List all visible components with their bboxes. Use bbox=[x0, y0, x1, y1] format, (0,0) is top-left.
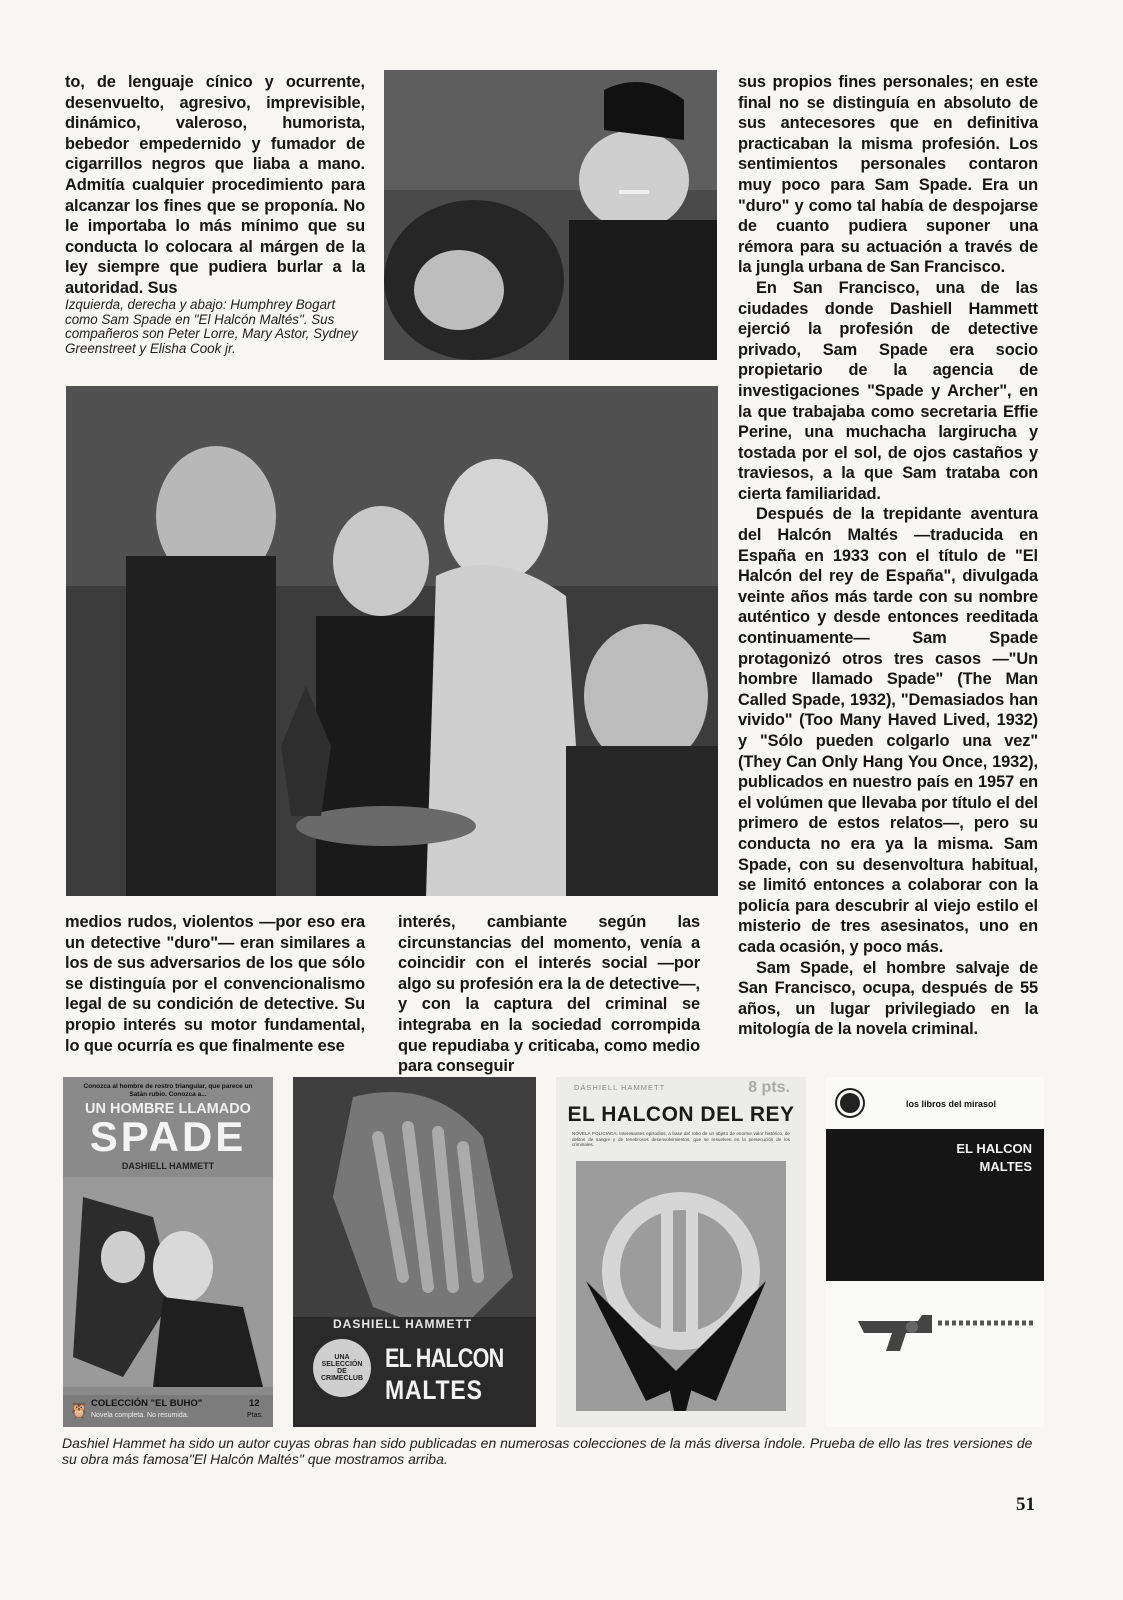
body-paragraph: Sam Spade, el hombre salvaje de San Francisco, ocupa, después de 55 años, un lugar privilegiado en la mitología de la novela criminal. bbox=[738, 958, 1038, 1039]
body-paragraph: sus propios fines personales; en este final no se distinguía en absoluto de sus antecesores que en definitiva practicaban la misma profesión. Los sentimientos personales contaron muy poco para Sam Spade. Era un "duro" y como tal había de despojarse de cuanto pudiera suponer una rémora para su actuación a través de la jungla urbana de San Francisco. bbox=[738, 73, 1038, 277]
cover-author: DASHIELL HAMMETT bbox=[333, 1317, 473, 1331]
cover-author: DASHIELL HAMMETT bbox=[574, 1083, 666, 1092]
cover-title-big: SPADE bbox=[89, 1113, 247, 1160]
column-3-text bbox=[738, 72, 1038, 1040]
column-1-bottom-text bbox=[65, 912, 365, 1056]
cover-el-halcon-maltes-crimeclub bbox=[293, 1077, 536, 1427]
cover-el-halcon-del-rey bbox=[556, 1077, 806, 1427]
cover-price: 8 pts. bbox=[748, 1079, 790, 1096]
cover-blurb: NOVELA POLICIACA: Interesantes episodios, a base del robo de un objeto de enorme valor histórico, de delitos de sangre y de tenebrosos desenvolvimientos, que se resuelven en la persecución de los criminales. bbox=[572, 1131, 790, 1148]
cover-price: Ptas. bbox=[247, 1412, 263, 1419]
owl-icon: 🦉 bbox=[69, 1403, 89, 1420]
eagle-illustration bbox=[566, 1161, 796, 1421]
body-paragraph: En San Francisco, una de las ciudades donde Dashiell Hammett ejerció la profesión de detective privado, Sam Spade era socio propietario de la agencia de investigaciones "Spade y Archer", en la que trabajaba como secretaria Effie Perine, una muchacha largirucha y tostada por el sol, de ojos castaños y traviesos, a la que Sam trataba con cierta familiaridad. bbox=[738, 278, 1038, 503]
cover-el-halcon-maltes-mirasol bbox=[826, 1077, 1044, 1427]
column-2-bottom-text bbox=[398, 912, 700, 1077]
photo-caption: Izquierda, derecha y abajo: Humphrey Bogart como Sam Spade en "El Halcón Maltés". Sus compañeros son Peter Lorre, Mary Astor, Sydney Greenstreet y Elisha Cook jr. bbox=[65, 297, 358, 356]
cover-title-1: EL HALCON bbox=[956, 1141, 1032, 1156]
cover-publisher: los libros del mirasol bbox=[906, 1099, 997, 1109]
cover-title: EL HALCON DEL REY bbox=[567, 1103, 795, 1126]
column-1-top-text bbox=[65, 72, 365, 299]
body-paragraph: to, de lenguaje cínico y ocurrente, desenvuelto, agresivo, imprevisible, dinámico, valeroso, humorista, bebedor empedernido y fumador de cigarrillos negros que liaba a mano. Admitía cualquier procedimiento para alcanzar los fines que se proponía. No le importaba lo más mínimo que su conducta lo colocara al márgen de la ley siempre que pudiera burlar a la autoridad. Sus bbox=[65, 73, 365, 297]
body-paragraph: interés, cambiante según las circunstancias del momento, venía a coincidir con el interés social —por algo su profesión era la de detective—, y con la captura del criminal se integraba en la sociedad corrompida que repudiaba y criticaba, como medio para conseguir bbox=[398, 913, 700, 1076]
falcon-group-photo bbox=[66, 386, 718, 896]
sun-logo-icon bbox=[840, 1093, 860, 1113]
bogart-smoking-photo bbox=[384, 70, 717, 360]
revolver-icon bbox=[848, 1307, 1038, 1357]
cover-title-2: MALTES bbox=[385, 1375, 483, 1405]
cover-sub: Novela completa. No resumida. bbox=[91, 1412, 189, 1419]
cover-title-top: UN HOMBRE LLAMADO bbox=[85, 1101, 251, 1117]
cover-series: COLECCIÓN "EL BUHO" bbox=[91, 1398, 203, 1409]
body-paragraph: medios rudos, violentos —por eso era un detective "duro"— eran similares a los de sus adversarios de los que sólo se distinguía por el convencionalismo legal de su condición de detective. Su propio interés su motor fundamental, lo que ocurría es que finalmente ese bbox=[65, 913, 365, 1055]
cover-tagline: Conozca al hombre de rostro triangular, que parece un Satán rubio. Conozca a... bbox=[83, 1083, 253, 1098]
cover-title-panel bbox=[826, 1129, 1044, 1281]
body-paragraph: Después de la trepidante aventura del Halcón Maltés —traducida en España en 1933 con el título de "El Halcón del rey de España", divulgada veinte años más tarde con su nombre auténtico y desde entonces reeditada continuamente— Sam Spade protagonizó otros tres casos —"Un hombre llamado Spade" (The Man Called Spade, 1932), "Demasiados han vivido" (Too Many Haved Lived, 1932) y "Sólo pueden colgarlo una vez" (They Can Only Hang You Once, 1932), publicados en nuestro país en 1957 en el volúmen que llevaba por título el del primero de estos relatos—, pero su conducta no era ya la misma. Sam Spade, con su desenvoltura habitual, se limitó entonces a colaborar con la policía para descubrir al viejo estilo el misterio de tres asesinatos, uno en cada ocasión, y poco más. bbox=[738, 505, 1038, 956]
cover-title-1: EL HALCON bbox=[385, 1343, 504, 1373]
crimeclub-badge: UNA SELECCIÓN DE CRIMECLUB bbox=[313, 1339, 371, 1397]
cover-un-hombre-llamado-spade bbox=[63, 1077, 273, 1427]
page-number: 51 bbox=[1016, 1494, 1035, 1515]
cover-author: DASHIELL HAMMETT bbox=[121, 1161, 215, 1171]
cover-title-2: MALTES bbox=[979, 1159, 1032, 1174]
cover-series-bar bbox=[63, 1395, 273, 1427]
covers-caption: Dashiel Hammet ha sido un autor cuyas obras han sido publicadas en numerosas colecciones de la más diversa índole. Prueba de ello las tres versiones de su obra más famosa"El Halcón Maltés" que mostramos arriba. bbox=[62, 1435, 1033, 1467]
cover-illustration bbox=[63, 1177, 273, 1387]
cover-number: 12 bbox=[249, 1398, 260, 1409]
